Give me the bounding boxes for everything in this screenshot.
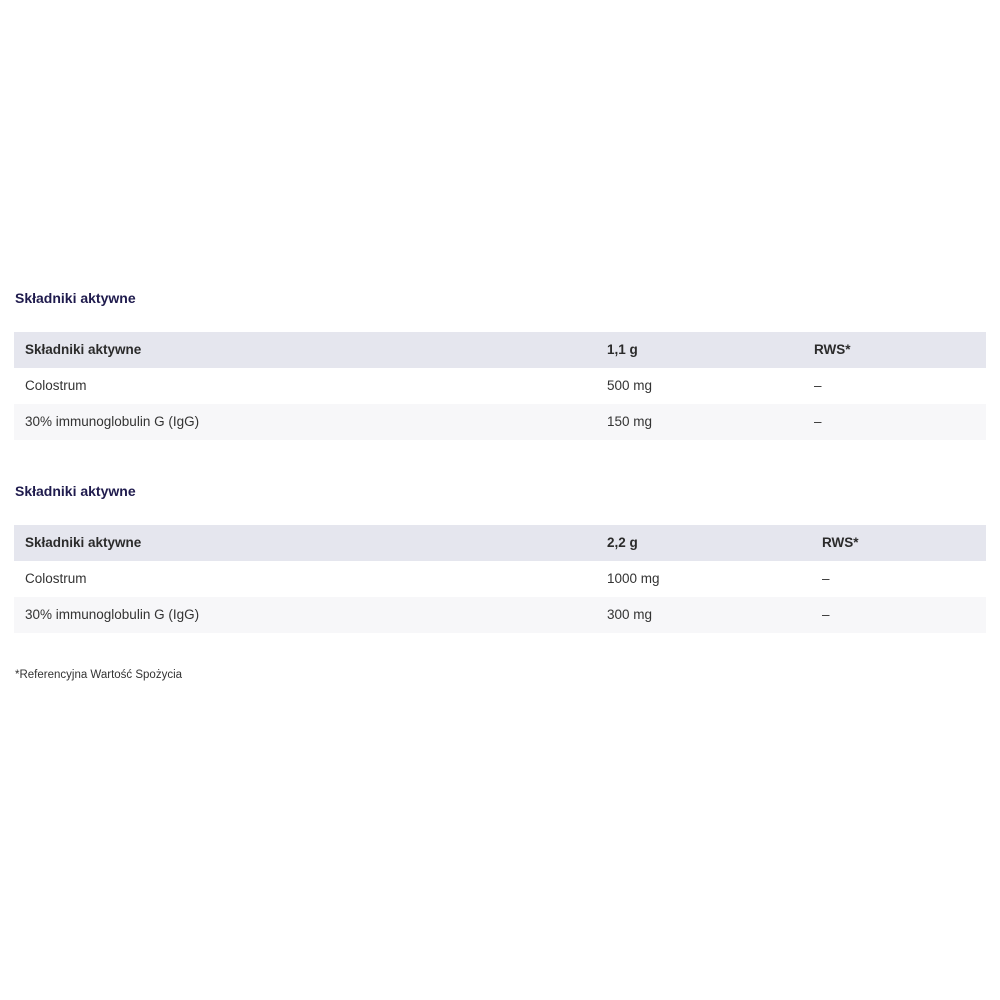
active-ingredients-table [14,525,986,633]
table-row [14,404,986,440]
cell-amount: 150 mg [607,414,653,429]
cell-ingredient: 30% immunoglobulin G (IgG) [25,414,200,429]
cell-ingredient: 30% immunoglobulin G (IgG) [25,607,200,622]
cell-amount: 500 mg [607,378,653,393]
footnote: *Referencyjna Wartość Spożycia [15,669,183,681]
cell-rws: – [822,607,830,622]
header-dose: 1,1 g [607,342,638,357]
section-title: Składniki aktywne [15,483,136,499]
table-header-row [14,332,986,368]
active-ingredients-table [14,332,986,440]
cell-rws: – [814,414,822,429]
table-header-row [14,525,986,561]
cell-ingredient: Colostrum [25,378,87,393]
header-ingredient: Składniki aktywne [25,535,142,550]
header-ingredient: Składniki aktywne [25,342,142,357]
header-rws: RWS* [822,535,859,550]
cell-amount: 1000 mg [607,571,660,586]
cell-rws: – [814,378,822,393]
cell-ingredient: Colostrum [25,571,87,586]
section-title: Składniki aktywne [15,290,136,306]
table-row [14,597,986,633]
header-dose: 2,2 g [607,535,638,550]
cell-rws: – [822,571,830,586]
table-row [14,561,986,597]
cell-amount: 300 mg [607,607,653,622]
table-row [14,368,986,404]
header-rws: RWS* [814,342,851,357]
